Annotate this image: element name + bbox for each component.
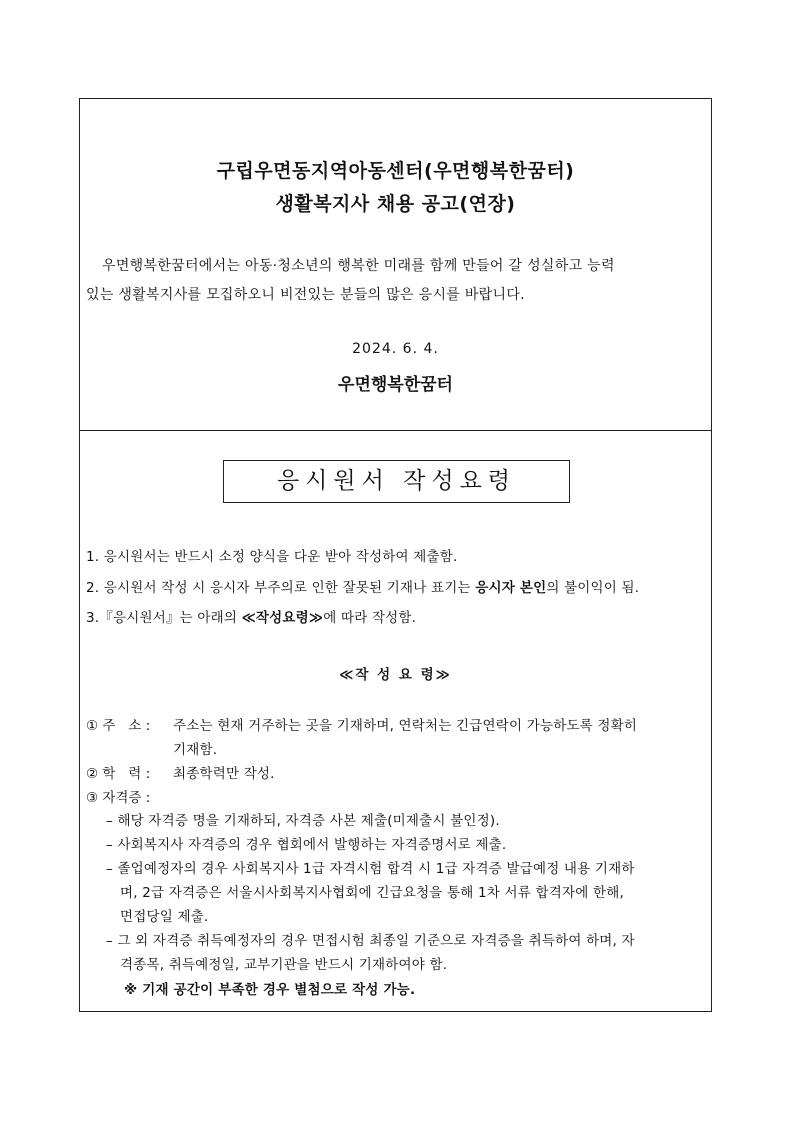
certificate-line-3: – 졸업예정자의 경우 사회복지사 1급 자격시험 합격 시 1급 자격증 발급예정 내용 기재하 [106, 861, 635, 877]
education-text: 최종학력만 작성. [173, 766, 275, 782]
certificate-line-6: – 그 외 자격증 취득예정자의 경우 면접시험 최종일 기준으로 자격증을 취득하여 하며, 자 [106, 933, 635, 949]
guide-item-1: 1. 응시원서는 반드시 소정 양식을 다운 받아 작성하여 제출함. [86, 549, 458, 565]
education-label: ② 학 력 : [86, 766, 151, 782]
guide-item-2-bold: 응시자 본인 [475, 580, 547, 596]
certificate-line-7: 격종목, 취득예정일, 교부기관을 반드시 기재하여야 함. [120, 957, 448, 973]
certificate-line-4: 며, 2급 자격증은 서울시사회복지사협회에 긴급요청을 통해 1차 서류 합격자에 한해, [120, 885, 624, 901]
section-divider [80, 430, 711, 431]
address-label: ① 주 소 : [86, 718, 151, 734]
guide-title-box: 응시원서 작성요령 [223, 460, 570, 503]
address-text-1: 주소는 현재 거주하는 곳을 기재하며, 연락처는 긴급연락이 가능하도록 정확히 [173, 718, 638, 734]
intro-line-2: 있는 생활복지사를 모집하오니 비전있는 분들의 많은 응시를 바랍니다. [86, 287, 525, 303]
title-line-1: 구립우면동지역아동센터(우면행복한꿈터) [216, 160, 575, 182]
certificate-line-2: – 사회복지사 자격증의 경우 협회에서 발행하는 자격증명서로 제출. [106, 837, 507, 853]
guide-item-2-tail: 의 불이익이 됨. [546, 580, 640, 596]
address-text-2: 기재함. [173, 742, 218, 758]
guide-item-3-bold: ≪작성요령≫ [241, 610, 324, 626]
intro-line-1: 우면행복한꿈터에서는 아동·청소년의 행복한 미래를 함께 만들어 갈 성실하고 능력 [102, 258, 615, 274]
guide-item-3-text: 3.『응시원서』는 아래의 [86, 610, 242, 626]
notice-date: 2024. 6. 4. [352, 341, 439, 357]
certificate-label: ③ 자격증 : [86, 790, 151, 806]
notice-frame [79, 98, 712, 1012]
guide-subtitle: ≪작 성 요 령≫ [339, 667, 452, 683]
guide-item-3 [86, 606, 416, 626]
certificate-line-1: – 해당 자격증 명을 기재하되, 자격증 사본 제출(미제출시 불인정). [106, 813, 500, 829]
certificate-line-5: 면접당일 제출. [120, 909, 209, 925]
guide-item-2 [86, 576, 639, 596]
note-text: ※ 기재 공간이 부족한 경우 별첨으로 작성 가능. [124, 982, 416, 998]
organization-name: 우면행복한꿈터 [338, 375, 453, 395]
title-line-2: 생활복지사 채용 공고(연장) [275, 193, 516, 215]
guide-item-2-text: 2. 응시원서 작성 시 응시자 부주의로 인한 잘못된 기재나 표기는 [86, 580, 476, 596]
guide-item-3-tail: 에 따라 작성함. [323, 610, 417, 626]
